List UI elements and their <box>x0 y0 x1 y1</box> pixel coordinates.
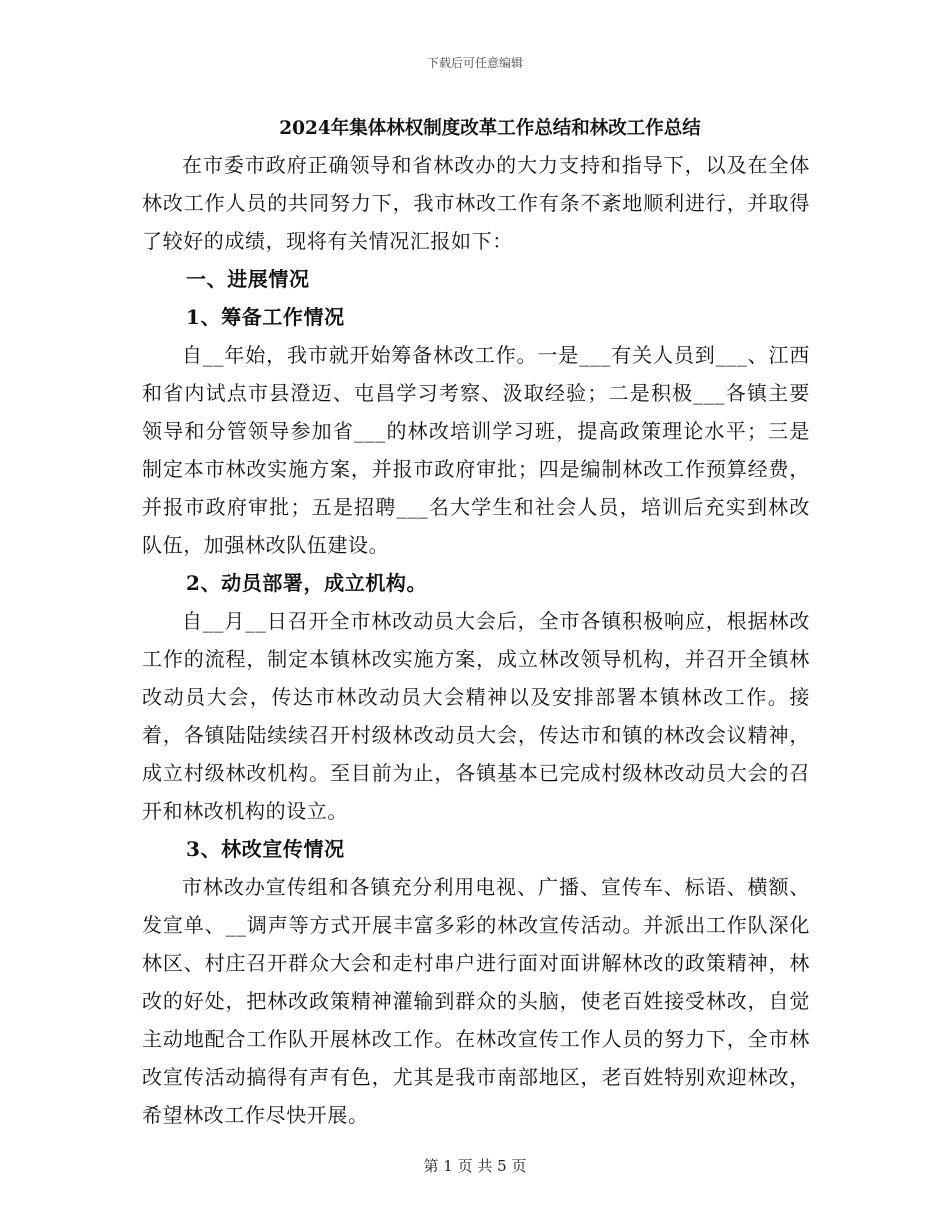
document-body <box>142 112 810 1134</box>
mobilization-paragraph: 自__月__日召开全市林改动员大会后，全市各镇积极响应，根据林改工作的流程，制定本镇林改实施方案，成立林改领导机构，并召开全镇林改动员大会，传达市林改动员大会精神以及安排部署本镇林改工作。接着，各镇陆陆续续召开村级林改动员大会，传达市和镇的林改会议精神，成立村级林改机构。至目前为止，各镇基本已完成村级林改动员大会的召开和林改机构的设立。 <box>142 609 810 823</box>
header-note: 下载后可任意编辑 <box>426 56 523 70</box>
document-title: 2024年集体林权制度改革工作总结和林改工作总结 <box>279 118 701 139</box>
publicity-paragraph: 市林改办宣传组和各镇充分利用电视、广播、宣传车、标语、横额、发宣单、__调声等方式开展丰富多彩的林改宣传活动。并派出工作队深化林区、村庄召开群众大会和走村串户进行面对面讲解林改的政策精神，林改的好处，把林改政策精神灌输到群众的头脑，使老百姓接受林改，自觉主动地配合工作队开展林改工作。在林改宣传工作人员的努力下，全市林改宣传活动搞得有声有色，尤其是我市南部地区，老百姓特别欢迎林改，希望林改工作尽快开展。 <box>142 875 810 1127</box>
subsection-heading-mobilization: 2、动员部署，成立机构。 <box>186 571 428 595</box>
subsection-heading-publicity: 3、林改宣传情况 <box>186 837 345 861</box>
intro-paragraph: 在市委市政府正确领导和省林改办的大力支持和指导下，以及在全体林改工作人员的共同努力下，我市林改工作有条不紊地顺利进行，并取得了较好的成绩，现将有关情况汇报如下： <box>142 153 810 253</box>
page-footer: 第 1 页 共 5 页 <box>423 1157 527 1175</box>
section-heading-progress: 一、进展情况 <box>186 267 310 291</box>
preparation-paragraph: 自__年始，我市就开始筹备林改工作。一是___有关人员到___、江西和省内试点市县澄迈、屯昌学习考察、汲取经验；二是积极___各镇主要领导和分管领导参加省___的林改培训学习班，提高政策理论水平；三是制定本市林改实施方案，并报市政府审批；四是编制林改工作预算经费，并报市政府审批；五是招聘___名大学生和社会人员，培训后充实到林改队伍，加强林改队伍建设。 <box>142 343 810 557</box>
subsection-heading-preparation: 1、筹备工作情况 <box>186 305 345 329</box>
